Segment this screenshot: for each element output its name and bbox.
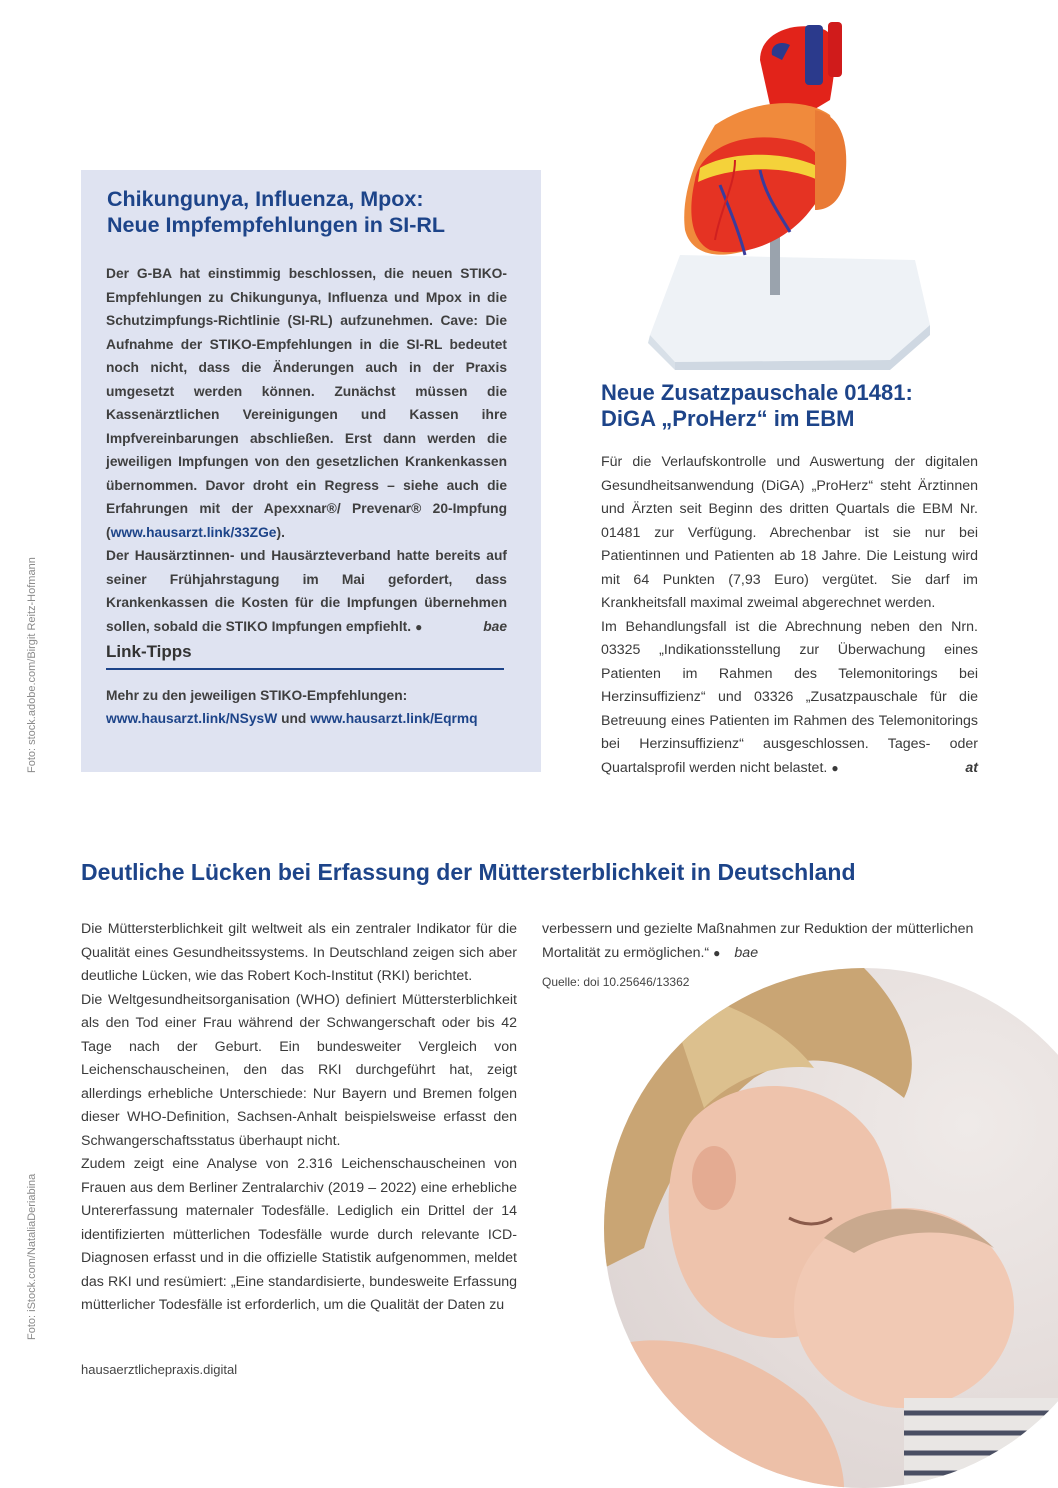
bottom-p4-text: verbessern und gezielte Maßnahmen zur Reduktion der mütterlichen Mortalität zu ermöglichen.“ (542, 921, 974, 961)
bottom-paragraph-3: Zudem zeigt eine Analyse von 2.316 Leichenschauscheinen von Frauen aus dem Berliner Zentralarchiv (2019 – 2022) eine erhebliche Untererfassung maternaler Todesfälle. Lediglich ein Drittel der 14 identifizierten mütterlichen Todesfälle wurde durch relevante ICD-Diagnosen erfasst und in die offizielle Statistik aufgenommen, meldet das RKI und resümiert: „Eine standardisierte, bundesweite Erfassung mütterlicher Todesfälle ist erforderlich, um die Qualität der Daten zu (81, 1156, 517, 1313)
linktips-body (106, 684, 516, 730)
photo-credit-heart: Foto: stock.adobe.com/Birgit Reitz-Hofmann (26, 557, 38, 773)
stiko-link-1[interactable]: www.hausarzt.link/NSysW (106, 711, 278, 726)
bottom-article-column-1 (81, 918, 517, 1318)
box-p2-text: Der Hausärztinnen- und Hausärzteverband hatte bereits auf seiner Frühjahrstagung im Mai gefordert, dass Krankenkassen die Kosten für die Impfungen übernehmen sollen, sobald die STIKO Impfungen empfiehlt. (106, 548, 507, 634)
stiko-link-2[interactable]: www.hausarzt.link/Eqrmq (310, 711, 478, 726)
mother-baby-photo (604, 968, 1058, 1488)
box-p1-text: Der G-BA hat einstimmig beschlossen, die neuen STIKO-Empfehlungen zu Chikungunya, Influenza und Mpox in die Schutzimpfungs-Richtlinie (SI-RL) aufzunehmen. Cave: Die Aufnahme der STIKO-Empfehlungen in die SI-RL bedeutet noch nicht, dass die Änderungen auch in der Praxis umgesetzt werden können. Zunächst müssen die Kassenärztlichen Vereinigungen und Kassen ihre Impfvereinbarungen abschließen. Erst dann werden die jeweiligen Impfungen von den gesetzlichen Krankenkassen übernommen. Davor droht ein Regress – siehe auch die Erfahrungen mit der Apexxnar®/ Prevenar® 20-Impfung ( (106, 266, 507, 540)
photo-credit-mother-baby: Foto: iStock.com/NataliaDeriabina (26, 1173, 38, 1340)
box-title-line2: Neue Impfempfehlungen in SI-RL (107, 213, 446, 237)
right-title-line2: DiGA „ProHerz“ im EBM (601, 406, 855, 431)
author-signature: bae (483, 618, 507, 634)
right-article-body (601, 451, 978, 780)
bottom-paragraph-2: Die Weltgesundheitsorganisation (WHO) definiert Müttersterblichkeit als den Tod einer Frau während der Schwangerschaft oder bis 42 Tage nach der Geburt. Ein bundesweiter Vergleich von Leichenschauscheinen, den das RKI durchgeführt hat, zeigt allerdings erhebliche Unterschiede: Nur Bayern und Bremen folgen dieser WHO-Definition, Sachsen-Anhalt beispielsweise erfasst den Schwangerschaftsstatus überhaupt nicht. (81, 991, 517, 1149)
box-paragraph-1 (106, 262, 507, 544)
heart-model-image (640, 10, 940, 370)
bottom-article-column-2 (542, 918, 978, 965)
box-p1-end: ). (276, 524, 285, 540)
footer-website[interactable]: hausaerztlichepraxis.digital (81, 1362, 238, 1377)
info-box-impfempfehlungen (81, 170, 541, 772)
right-paragraph-2 (601, 616, 978, 781)
end-bullet: ● (415, 619, 423, 634)
author-signature: at (965, 759, 978, 776)
regress-link[interactable]: www.hausarzt.link/33ZGe (110, 524, 277, 540)
right-title-line1: Neue Zusatzpauschale 01481: (601, 380, 913, 405)
end-bullet: ● (713, 945, 721, 960)
box-body (106, 262, 507, 639)
box-title (107, 186, 527, 238)
right-p2-text: Im Behandlungsfall ist die Abrechnung neben den Nrn. 03325 „Indikationsstellung zur Überwachung eines Patienten im Rahmen des Telemonitorings bei Herzinsuffizienz“ und 03326 „Zusatzpauschale für die Betreuung eines Patienten im Rahmen des Telemonitorings bei Herzinsuffizienz“ ausgeschlossen. Tages- oder Quartalsprofil werden nicht belastet. (601, 618, 978, 776)
linktips-heading: Link-Tipps (106, 642, 504, 670)
end-bullet: ● (831, 760, 839, 775)
linktips-text: Mehr zu den jeweiligen STIKO-Empfehlungen: (106, 688, 408, 703)
right-article-title (601, 380, 1001, 432)
bottom-paragraph-4 (542, 918, 978, 965)
source-citation: Quelle: doi 10.25646/13362 (542, 975, 690, 989)
box-title-line1: Chikungunya, Influenza, Mpox: (107, 187, 424, 211)
bottom-paragraph-1: Die Müttersterblichkeit gilt weltweit als ein zentraler Indikator für die Qualität eines Gesundheitssystems. In Deutschland zeigen sich aber deutliche Lücken, wie das Robert Koch-Institut (RKI) berichtet. (81, 921, 517, 984)
bottom-article-title: Deutliche Lücken bei Erfassung der Müttersterblichkeit in Deutschland (81, 859, 856, 885)
box-paragraph-2 (106, 544, 507, 639)
link-and: und (281, 711, 307, 726)
author-signature: bae (734, 944, 759, 961)
right-paragraph-1: Für die Verlaufskontrolle und Auswertung der digitalen Gesundheitsanwendung (DiGA) „ProHerz“ steht Ärztinnen und Ärzten seit Beginn des dritten Quartals die EBM Nr. 01481 zur Verfügung. Abrechenbar ist sie nur bei Patientinnen und Patienten ab 18 Jahre. Die Leistung wird mit 64 Punkten (7,93 Euro) vergütet. Sie darf im Krankheitsfall maximal zweimal abgerechnet werden. (601, 454, 978, 611)
